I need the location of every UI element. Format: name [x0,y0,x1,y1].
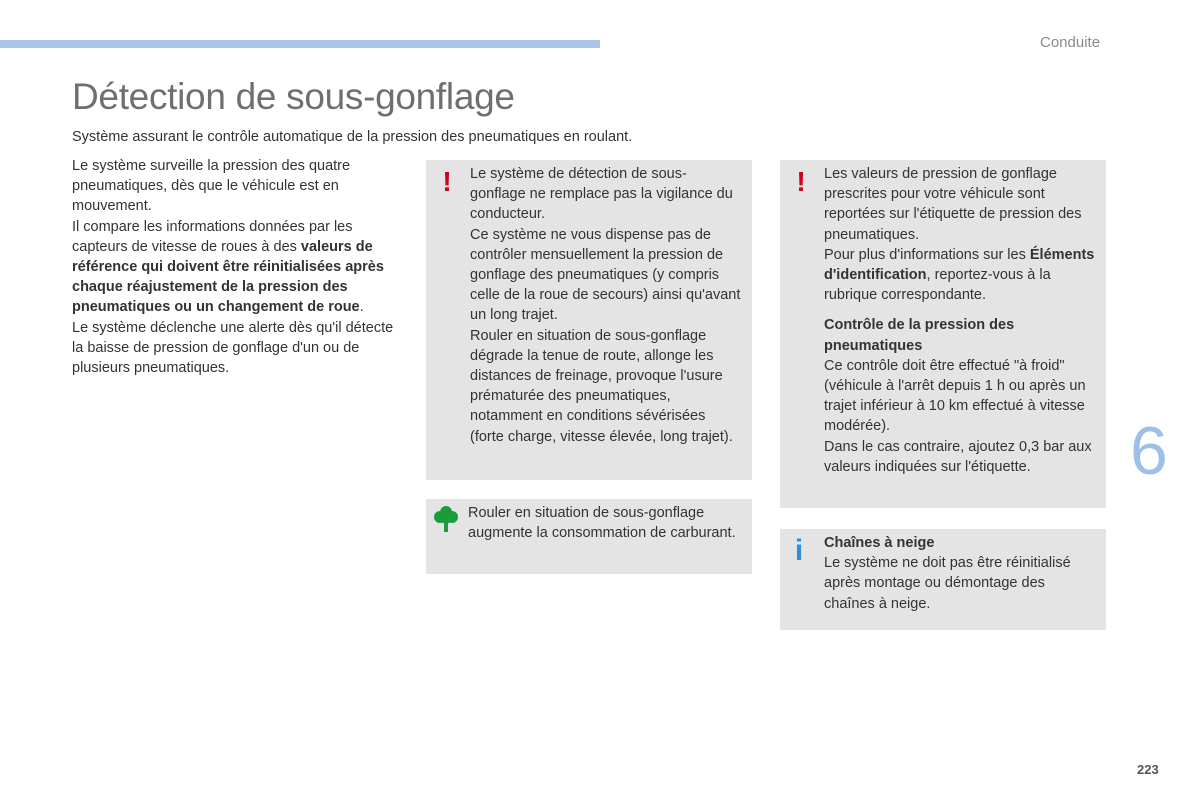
warning2-paragraph-4: Dans le cas contraire, ajoutez 0,3 bar aux valeurs indiquées sur l'étiquette. [824,438,1092,475]
header-accent-bar [0,40,600,48]
snow-chains-heading: Chaînes à neige [824,535,935,551]
info-icon: i [794,534,804,567]
warning2-paragraph-1: Les valeurs de pression de gonflage prescrites pour votre véhicule sont reportées sur l'étiquette de pression des pneumatiques. [824,166,1082,243]
left-paragraph-3: Le système déclenche une alerte dès qu'il détecte la baisse de pression de gonflage d'un ou de plusieurs pneumatiques. [72,319,394,377]
warning2-paragraph-3: Ce contrôle doit être effectué "à froid" (véhicule à l'arrêt depuis 1 h ou après un trajet inférieur à 10 km effectué à vitesse modérée). [824,357,1086,435]
chapter-number: 6 [1130,413,1168,489]
warning2-paragraph-2: Pour plus d'informations sur les Éléments d'identification, reportez-vous à la rubrique correspondante. [824,246,1095,304]
page-title: Détection de sous-gonflage [72,76,515,117]
pressure-check-heading: Contrôle de la pression des pneumatiques [824,317,1015,354]
info-box-snow-chains [780,529,1106,630]
identification-elements-emphasis: Éléments d'identification [824,246,1095,284]
left-paragraph-2: Il compare les informations données par les capteurs de vitesse de roues à des valeurs de référence qui doivent être réinitialisées après chaque réajustement de la pression des pneumatiques ou un changement de roue. [72,218,384,316]
warning-box-pressure-values [780,160,1106,508]
warning1-paragraph-2: Ce système ne vous dispense pas de contrôler mensuellement la pression de gonflage des pneumatiques (y compris celle de la roue de secours) ainsi qu'avant un long trajet. [470,226,741,324]
left-paragraph-1: Le système surveille la pression des quatre pneumatiques, dès que le véhicule est en mouvement. [72,158,351,215]
warning-exclamation-icon: ! [442,166,452,197]
warning1-paragraph-3: Rouler en situation de sous-gonflage dégrade la tenue de route, allonge les distances de freinage, provoque l'usure prématurée des pneumatiques, notamment en conditions sévérisées (forte charge, vitesse élevée, long trajet). [470,327,733,445]
page-number: 223 [1137,762,1159,777]
eco-box-fuel-consumption [426,499,752,574]
intro-text: Système assurant le contrôle automatique de la pression des pneumatiques en roulant. [72,129,633,145]
warning1-paragraph-1: Le système de détection de sous-gonflage ne remplace pas la vigilance du conducteur. [470,166,733,223]
snow-chains-text: Le système ne doit pas être réinitialisé après montage ou démontage des chaînes à neige. [824,555,1071,612]
left-column-text [72,156,402,378]
reference-values-emphasis: valeurs de référence qui doivent être réinitialisées après chaque réajustement de la pression des pneumatiques ou un changement de roue [72,238,384,316]
eco-text: Rouler en situation de sous-gonflage augmente la consommation de carburant. [468,505,736,542]
warning-box-driver-vigilance [426,160,752,480]
tree-eco-icon [434,505,456,538]
warning-exclamation-icon: ! [796,166,806,197]
section-name: Conduite [1040,34,1101,51]
